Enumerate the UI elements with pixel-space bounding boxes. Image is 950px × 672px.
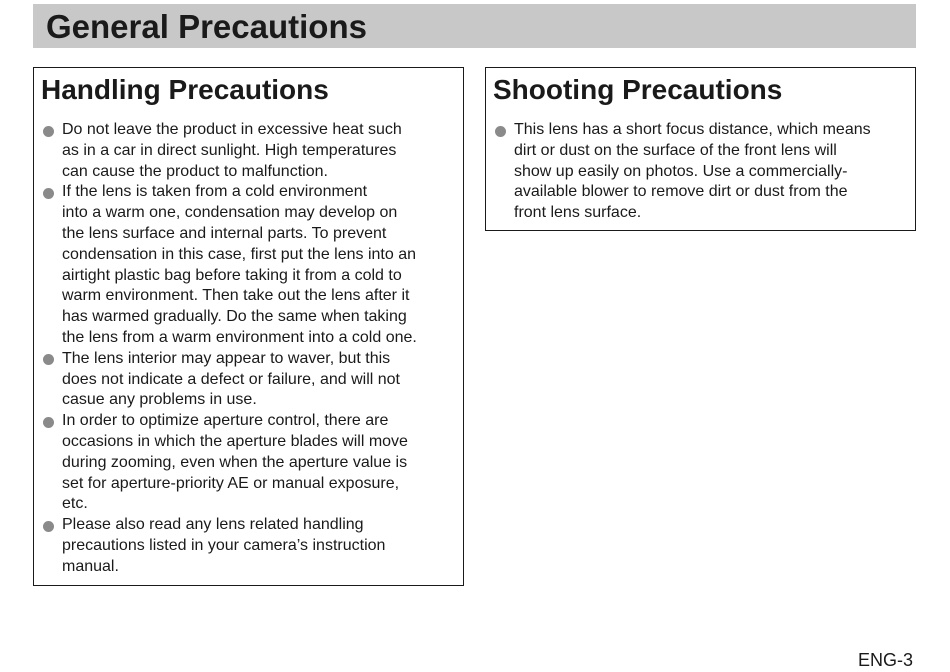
list-item [486,120,871,224]
bullet-dot-icon [43,188,54,199]
text-line: dirt or dust on the surface of the front lens will [514,141,837,159]
text-line: as in a car in direct sunlight. High temperatures [62,141,397,159]
text-line: manual. [62,557,119,575]
text-line: Please also read any lens related handling [62,516,364,534]
shooting-precautions-list [486,120,871,224]
text-line: has warmed gradually. Do the same when taking [62,308,407,326]
text-line: the lens from a warm environment into a cold one. [62,328,417,346]
page-title: General Precautions [46,8,367,45]
list-item [34,411,417,515]
text-line: warm environment. Then take out the lens after it [62,287,410,305]
text-line: available blower to remove dirt or dust from the [514,183,848,201]
section-header-bar [33,4,916,48]
list-item [34,515,417,577]
text-line: This lens has a short focus distance, which means [514,121,871,138]
list-item [34,182,417,348]
text-line: In order to optimize aperture control, there are [62,412,389,430]
bullet-dot-icon [43,126,54,137]
handling-precautions-title: Handling Precautions [41,74,329,105]
bullet-dot-icon [495,126,506,137]
text-line: during zooming, even when the aperture value is [62,453,408,471]
text-line: airtight plastic bag before taking it from a cold to [62,266,402,284]
text-line: front lens surface. [514,204,642,222]
text-line: The lens interior may appear to waver, but this [62,349,391,367]
handling-precautions-list [34,120,417,578]
text-line: etc. [62,495,88,513]
text-line: show up easily on photos. Use a commercially- [514,162,848,180]
shooting-precautions-title: Shooting Precautions [493,74,783,105]
bullet-dot-icon [43,417,54,428]
text-line: If the lens is taken from a cold environment [62,183,368,201]
bullet-dot-icon [43,521,54,532]
text-line: condensation in this case, first put the lens into an [62,245,416,263]
list-item [34,120,417,182]
text-line: set for aperture-priority AE or manual exposure, [62,474,400,492]
text-line: casue any problems in use. [62,391,257,409]
bullet-dot-icon [43,354,54,365]
text-line: occasions in which the aperture blades will move [62,432,408,450]
page-number: ENG-3 [857,650,913,670]
text-line: does not indicate a defect or failure, and will not [62,370,400,388]
text-line: into a warm one, condensation may develop on [62,204,398,222]
text-line: Do not leave the product in excessive heat such [62,121,402,138]
text-line: the lens surface and internal parts. To prevent [62,224,387,242]
handling-precautions-box [33,67,464,586]
list-item [34,349,417,411]
shooting-precautions-box [485,67,916,231]
text-line: precautions listed in your camera’s instruction [62,536,386,554]
text-line: can cause the product to malfunction. [62,162,328,180]
